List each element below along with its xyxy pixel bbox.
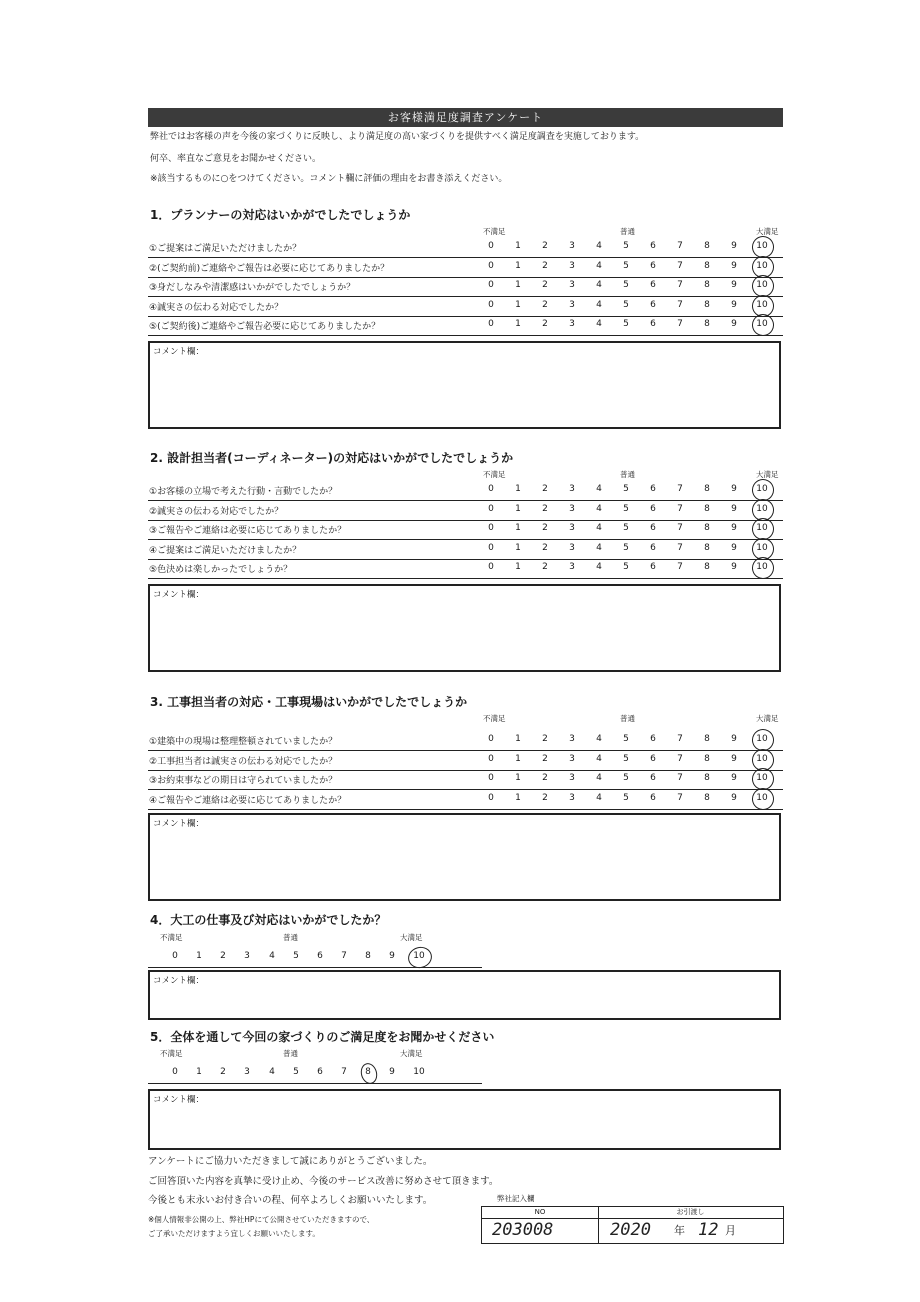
rating-option-5[interactable]: 5 xyxy=(623,241,629,251)
rating-option-3[interactable]: 3 xyxy=(569,562,575,572)
question-row xyxy=(148,520,783,540)
comment-box[interactable] xyxy=(148,970,781,1020)
rating-option-10[interactable]: 10 xyxy=(756,753,768,764)
privacy-note: ※個人情報非公開の上、弊社HPにて公開させていただきますので、 xyxy=(148,1215,375,1224)
rating-option-4[interactable]: 4 xyxy=(596,299,602,310)
rating-option-9[interactable]: 9 xyxy=(731,241,737,251)
rating-option-7[interactable]: 7 xyxy=(677,241,683,251)
rating-option-6[interactable]: 6 xyxy=(317,951,323,961)
scale-low-label: 不満足 xyxy=(483,470,506,479)
rating-option-3[interactable]: 3 xyxy=(569,773,575,783)
rating-option-0[interactable]: 0 xyxy=(488,299,494,310)
question-row xyxy=(148,751,783,771)
rating-option-9[interactable]: 9 xyxy=(731,319,737,329)
question-row xyxy=(148,790,783,810)
scale-high-label: 大満足 xyxy=(400,933,423,942)
rating-option-10[interactable]: 10 xyxy=(756,773,768,783)
rating-option-7[interactable]: 7 xyxy=(341,1067,347,1077)
section-title: 4．大工の仕事及び対応はいかがでしたか？ xyxy=(150,913,387,927)
rating-option-9[interactable]: 9 xyxy=(731,503,737,514)
rating-option-8[interactable]: 8 xyxy=(704,542,710,553)
rating-option-4[interactable]: 4 xyxy=(596,734,602,744)
rating-option-8[interactable]: 8 xyxy=(704,260,710,271)
question-row xyxy=(148,559,783,579)
rating-option-5[interactable]: 5 xyxy=(293,951,299,961)
rating-option-10[interactable]: 10 xyxy=(756,562,768,572)
question-row xyxy=(148,731,783,751)
rating-option-3[interactable]: 3 xyxy=(569,299,575,310)
comment-label: コメント欄： xyxy=(153,819,205,829)
question-row xyxy=(148,258,783,278)
rating-option-6[interactable]: 6 xyxy=(650,562,656,572)
rating-option-1[interactable]: 1 xyxy=(196,1067,202,1077)
question-row xyxy=(148,277,783,297)
question-row xyxy=(148,540,783,560)
rating-option-9[interactable]: 9 xyxy=(731,562,737,572)
rating-option-1[interactable]: 1 xyxy=(515,299,521,310)
section-title: 5．全体を通して今回の家づくりのご満足度をお聞かせください xyxy=(150,1030,495,1044)
rating-option-4[interactable]: 4 xyxy=(596,562,602,572)
rating-option-9[interactable]: 9 xyxy=(731,773,737,783)
rating-option-8[interactable]: 8 xyxy=(704,792,710,803)
rating-option-0[interactable]: 0 xyxy=(488,260,494,271)
intro-line: ※該当するものに○をつけてください。コメント欄に評価の理由をお書き添えください。 xyxy=(150,174,508,184)
rating-option-4[interactable]: 4 xyxy=(596,753,602,764)
answer-circle xyxy=(750,312,777,339)
scale-low-label: 不満足 xyxy=(160,1049,183,1058)
rating-option-3[interactable]: 3 xyxy=(569,241,575,251)
scale-low-label: 不満足 xyxy=(483,714,506,723)
rating-option-8[interactable]: 8 xyxy=(704,299,710,310)
comment-box[interactable] xyxy=(148,1089,781,1150)
rating-option-3[interactable]: 3 xyxy=(569,753,575,764)
rating-option-5[interactable]: 5 xyxy=(623,503,629,514)
rating-option-1[interactable]: 1 xyxy=(515,562,521,572)
handover-header: お引渡し xyxy=(598,1207,783,1219)
rating-option-2[interactable]: 2 xyxy=(542,734,548,744)
rating-option-10[interactable]: 10 xyxy=(756,484,768,494)
rating-option-1[interactable]: 1 xyxy=(515,734,521,744)
scale-high-label: 大満足 xyxy=(756,227,779,236)
comment-label: コメント欄： xyxy=(153,1095,205,1105)
rating-option-6[interactable]: 6 xyxy=(317,1067,323,1077)
rating-option-9[interactable]: 9 xyxy=(731,542,737,553)
rating-option-0[interactable]: 0 xyxy=(488,792,494,803)
month-unit: 月 xyxy=(725,1224,736,1237)
rating-option-10[interactable]: 10 xyxy=(756,792,768,803)
rating-option-0[interactable]: 0 xyxy=(172,951,178,961)
rating-option-8[interactable]: 8 xyxy=(704,484,710,494)
rating-option-0[interactable]: 0 xyxy=(488,503,494,514)
comment-box[interactable] xyxy=(148,813,781,901)
rating-option-9[interactable]: 9 xyxy=(731,734,737,744)
rating-option-3[interactable]: 3 xyxy=(569,734,575,744)
question-row xyxy=(148,501,783,521)
rating-option-6[interactable]: 6 xyxy=(650,542,656,553)
rating-option-5[interactable]: 5 xyxy=(623,562,629,572)
rating-option-5[interactable]: 5 xyxy=(623,484,629,494)
rating-option-2[interactable]: 2 xyxy=(542,542,548,553)
privacy-note: ご了承いただけますよう宜しくお願いいたします。 xyxy=(148,1229,320,1238)
rating-option-6[interactable]: 6 xyxy=(650,260,656,271)
rating-option-1[interactable]: 1 xyxy=(515,319,521,329)
question-row xyxy=(148,238,783,258)
rating-option-3[interactable]: 3 xyxy=(569,503,575,514)
section-title: 2. 設計担当者(コーディネーター)の対応はいかがでしたでしょうか xyxy=(150,451,514,465)
no-header: NO xyxy=(482,1207,599,1219)
answer-circle xyxy=(750,785,777,812)
rating-option-6[interactable]: 6 xyxy=(650,523,656,533)
scale-low-label: 不満足 xyxy=(160,933,183,942)
scale-mid-label: 普通 xyxy=(620,470,635,479)
question-text: ④ご報告やご連絡は必要に応じてありましたか？ xyxy=(149,795,347,806)
answer-circle xyxy=(750,555,777,582)
table-divider xyxy=(598,1207,599,1243)
rating-option-4[interactable]: 4 xyxy=(596,319,602,329)
rating-option-3[interactable]: 3 xyxy=(569,484,575,494)
rating-option-6[interactable]: 6 xyxy=(650,319,656,329)
rating-option-6[interactable]: 6 xyxy=(650,484,656,494)
rating-option-0[interactable]: 0 xyxy=(488,753,494,764)
rating-option-2[interactable]: 2 xyxy=(542,792,548,803)
question-text: ⑤色決めは楽しかったでしょうか？ xyxy=(149,565,293,575)
rating-option-5[interactable]: 5 xyxy=(623,792,629,803)
rating-option-7[interactable]: 7 xyxy=(341,951,347,961)
scale-mid-label: 普通 xyxy=(283,933,298,942)
rating-option-4[interactable]: 4 xyxy=(596,523,602,533)
rating-option-0[interactable]: 0 xyxy=(488,319,494,329)
scale-mid-label: 普通 xyxy=(620,714,635,723)
rating-option-2[interactable]: 2 xyxy=(220,1067,226,1077)
rating-option-2[interactable]: 2 xyxy=(542,260,548,271)
rating-option-10[interactable]: 10 xyxy=(756,260,768,271)
office-use-label: 弊社記入欄 xyxy=(497,1194,535,1203)
rating-option-0[interactable]: 0 xyxy=(488,734,494,744)
rating-option-0[interactable]: 0 xyxy=(488,562,494,572)
rating-option-2[interactable]: 2 xyxy=(542,241,548,251)
question-text: ④ご提案はご満足いただけましたか？ xyxy=(149,545,302,556)
handover-year[interactable]: 2020 xyxy=(610,1220,651,1240)
rating-option-3[interactable]: 3 xyxy=(569,280,575,290)
rating-option-1[interactable]: 1 xyxy=(196,951,202,961)
rating-option-4[interactable]: 4 xyxy=(596,773,602,783)
rating-option-2[interactable]: 2 xyxy=(542,484,548,494)
rating-option-4[interactable]: 4 xyxy=(596,484,602,494)
rating-option-5[interactable]: 5 xyxy=(623,753,629,764)
rating-option-9[interactable]: 9 xyxy=(731,260,737,271)
scale-high-label: 大満足 xyxy=(756,470,779,479)
rating-option-5[interactable]: 5 xyxy=(623,260,629,271)
rating-option-6[interactable]: 6 xyxy=(650,753,656,764)
rating-option-5[interactable]: 5 xyxy=(293,1067,299,1077)
rating-option-2[interactable]: 2 xyxy=(542,562,548,572)
rating-option-3[interactable]: 3 xyxy=(569,542,575,553)
rating-option-5[interactable]: 5 xyxy=(623,734,629,744)
rating-option-1[interactable]: 1 xyxy=(515,280,521,290)
rating-option-3[interactable]: 3 xyxy=(569,792,575,803)
question-text: ③ご報告やご連絡は必要に応じてありましたか？ xyxy=(149,526,347,536)
year-unit: 年 xyxy=(674,1224,685,1237)
rating-option-4[interactable]: 4 xyxy=(596,260,602,271)
rating-option-7[interactable]: 7 xyxy=(677,734,683,744)
rating-option-0[interactable]: 0 xyxy=(488,773,494,783)
question-text: ①ご提案はご満足いただけましたか？ xyxy=(149,244,302,254)
intro-line: 何卒、率直なご意見をお聞かせください。 xyxy=(150,154,322,164)
rating-option-1[interactable]: 1 xyxy=(515,753,521,764)
rating-option-8[interactable]: 8 xyxy=(704,773,710,783)
question-text: ②誠実さの伝わる対応でしたか？ xyxy=(149,506,284,517)
rating-option-4[interactable]: 4 xyxy=(596,503,602,514)
rating-option-2[interactable]: 2 xyxy=(542,773,548,783)
rating-option-8[interactable]: 8 xyxy=(365,1067,371,1077)
comment-box[interactable] xyxy=(148,341,781,429)
comment-label: コメント欄： xyxy=(153,347,205,357)
rating-option-2[interactable]: 2 xyxy=(542,523,548,533)
office-use-table xyxy=(481,1206,784,1244)
rating-option-7[interactable]: 7 xyxy=(677,260,683,271)
footer-line: ご回答頂いた内容を真摯に受け止め、今後のサービス改善に努めさせて頂きます。 xyxy=(148,1176,499,1187)
rating-option-0[interactable]: 0 xyxy=(488,280,494,290)
rating-option-10[interactable]: 10 xyxy=(756,542,768,553)
rating-option-7[interactable]: 7 xyxy=(677,319,683,329)
rating-option-6[interactable]: 6 xyxy=(650,299,656,310)
rating-option-10[interactable]: 10 xyxy=(413,951,425,961)
rating-option-0[interactable]: 0 xyxy=(488,484,494,494)
rating-option-8[interactable]: 8 xyxy=(704,241,710,251)
question-text: ④誠実さの伝わる対応でしたか？ xyxy=(149,302,284,313)
rating-option-7[interactable]: 7 xyxy=(677,562,683,572)
rating-option-6[interactable]: 6 xyxy=(650,241,656,251)
rating-option-4[interactable]: 4 xyxy=(269,1067,275,1077)
rating-option-7[interactable]: 7 xyxy=(677,280,683,290)
rating-option-9[interactable]: 9 xyxy=(731,299,737,310)
rating-option-8[interactable]: 8 xyxy=(704,523,710,533)
rating-option-6[interactable]: 6 xyxy=(650,734,656,744)
rating-option-8[interactable]: 8 xyxy=(704,753,710,764)
rating-option-4[interactable]: 4 xyxy=(596,280,602,290)
question-text: ①お客様の立場で考えた行動・言動でしたか？ xyxy=(149,487,338,497)
rating-option-6[interactable]: 6 xyxy=(650,503,656,514)
comment-label: コメント欄： xyxy=(153,976,205,986)
rating-option-6[interactable]: 6 xyxy=(650,792,656,803)
rating-option-2[interactable]: 2 xyxy=(220,951,226,961)
rating-option-10[interactable]: 10 xyxy=(756,503,768,514)
rating-option-3[interactable]: 3 xyxy=(244,1067,250,1077)
rating-option-8[interactable]: 8 xyxy=(704,503,710,514)
rating-option-9[interactable]: 9 xyxy=(389,951,395,961)
rating-option-5[interactable]: 5 xyxy=(623,280,629,290)
survey-title: お客様満足度調査アンケート xyxy=(148,108,783,127)
rating-option-0[interactable]: 0 xyxy=(488,542,494,553)
rating-option-4[interactable]: 4 xyxy=(596,542,602,553)
rating-option-7[interactable]: 7 xyxy=(677,523,683,533)
rating-option-3[interactable]: 3 xyxy=(569,523,575,533)
rating-option-2[interactable]: 2 xyxy=(542,299,548,310)
scale-mid-label: 普通 xyxy=(283,1049,298,1058)
rating-option-5[interactable]: 5 xyxy=(623,523,629,533)
rating-option-3[interactable]: 3 xyxy=(569,260,575,271)
rating-option-2[interactable]: 2 xyxy=(542,280,548,290)
rating-option-1[interactable]: 1 xyxy=(515,773,521,783)
rating-option-9[interactable]: 9 xyxy=(731,484,737,494)
question-row xyxy=(148,316,783,336)
question-row xyxy=(148,770,783,790)
rating-option-10[interactable]: 10 xyxy=(756,241,768,251)
question-text: ②(ご契約前)ご連絡やご報告は必要に応じてありましたか？ xyxy=(149,263,390,274)
question-text: ⑤(ご契約後)ご連絡やご報告必要に応じてありましたか？ xyxy=(149,322,381,332)
rating-option-8[interactable]: 8 xyxy=(704,319,710,329)
rating-option-7[interactable]: 7 xyxy=(677,484,683,494)
rating-option-0[interactable]: 0 xyxy=(488,241,494,251)
rating-option-9[interactable]: 9 xyxy=(731,753,737,764)
rating-option-10[interactable]: 10 xyxy=(756,734,768,744)
rating-option-5[interactable]: 5 xyxy=(623,542,629,553)
question-text: ②工事担当者は誠実さの伝わる対応でしたか？ xyxy=(149,756,338,767)
rating-option-7[interactable]: 7 xyxy=(677,542,683,553)
section-title: 1．プランナーの対応はいかがでしたでしょうか xyxy=(150,208,411,222)
rating-option-5[interactable]: 5 xyxy=(623,299,629,310)
rating-option-0[interactable]: 0 xyxy=(488,523,494,533)
rating-option-8[interactable]: 8 xyxy=(704,280,710,290)
comment-label: コメント欄： xyxy=(153,590,205,600)
scale-mid-label: 普通 xyxy=(620,227,635,236)
rating-option-2[interactable]: 2 xyxy=(542,319,548,329)
rating-option-1[interactable]: 1 xyxy=(515,260,521,271)
rating-option-7[interactable]: 7 xyxy=(677,773,683,783)
section-title: 3. 工事担当者の対応・工事現場はいかがでしたでしょうか xyxy=(150,695,468,709)
scale-underline xyxy=(148,1083,482,1084)
rating-option-10[interactable]: 10 xyxy=(756,523,768,533)
rating-option-1[interactable]: 1 xyxy=(515,503,521,514)
scale-underline xyxy=(148,967,482,968)
rating-option-1[interactable]: 1 xyxy=(515,542,521,553)
rating-option-8[interactable]: 8 xyxy=(365,951,371,961)
rating-option-5[interactable]: 5 xyxy=(623,773,629,783)
rating-option-10[interactable]: 10 xyxy=(756,299,768,310)
rating-option-4[interactable]: 4 xyxy=(596,241,602,251)
rating-option-4[interactable]: 4 xyxy=(596,792,602,803)
rating-option-6[interactable]: 6 xyxy=(650,280,656,290)
rating-option-7[interactable]: 7 xyxy=(677,792,683,803)
rating-option-5[interactable]: 5 xyxy=(623,319,629,329)
question-text: ③お約束事などの期日は守られていましたか？ xyxy=(149,776,338,786)
rating-option-8[interactable]: 8 xyxy=(704,734,710,744)
rating-option-7[interactable]: 7 xyxy=(677,299,683,310)
rating-option-6[interactable]: 6 xyxy=(650,773,656,783)
rating-option-9[interactable]: 9 xyxy=(731,523,737,533)
intro-line: 弊社ではお客様の声を今後の家づくりに反映し、より満足度の高い家づくりを提供すべく満足度調査を実施しております。 xyxy=(150,132,645,142)
rating-option-0[interactable]: 0 xyxy=(172,1067,178,1077)
rating-option-1[interactable]: 1 xyxy=(515,523,521,533)
question-row xyxy=(148,297,783,317)
rating-option-10[interactable]: 10 xyxy=(756,280,768,290)
rating-option-7[interactable]: 7 xyxy=(677,503,683,514)
scale-high-label: 大満足 xyxy=(756,714,779,723)
handover-month[interactable]: 12 xyxy=(698,1220,719,1240)
rating-option-1[interactable]: 1 xyxy=(515,484,521,494)
rating-option-7[interactable]: 7 xyxy=(677,753,683,764)
rating-option-2[interactable]: 2 xyxy=(542,503,548,514)
footer-line: 今後とも末永いお付き合いの程、何卒よろしくお願いいたします。 xyxy=(148,1195,433,1206)
rating-option-2[interactable]: 2 xyxy=(542,753,548,764)
rating-option-1[interactable]: 1 xyxy=(515,792,521,803)
rating-option-1[interactable]: 1 xyxy=(515,241,521,251)
question-text: ①建築中の現場は整理整頓されていましたか？ xyxy=(149,737,338,747)
question-text: ③身だしなみや清潔感はいかがでしたでしょうか？ xyxy=(149,283,356,293)
rating-option-10[interactable]: 10 xyxy=(413,1067,425,1077)
question-row xyxy=(148,481,783,501)
no-value[interactable]: 203008 xyxy=(492,1220,554,1240)
rating-option-9[interactable]: 9 xyxy=(731,792,737,803)
rating-option-9[interactable]: 9 xyxy=(389,1067,395,1077)
comment-box[interactable] xyxy=(148,584,781,672)
rating-option-3[interactable]: 3 xyxy=(569,319,575,329)
scale-high-label: 大満足 xyxy=(400,1049,423,1058)
scale-low-label: 不満足 xyxy=(483,227,506,236)
rating-option-9[interactable]: 9 xyxy=(731,280,737,290)
rating-option-4[interactable]: 4 xyxy=(269,951,275,961)
rating-option-10[interactable]: 10 xyxy=(756,319,768,329)
footer-line: アンケートにご協力いただきまして誠にありがとうございました。 xyxy=(148,1156,433,1167)
rating-option-8[interactable]: 8 xyxy=(704,562,710,572)
rating-option-3[interactable]: 3 xyxy=(244,951,250,961)
